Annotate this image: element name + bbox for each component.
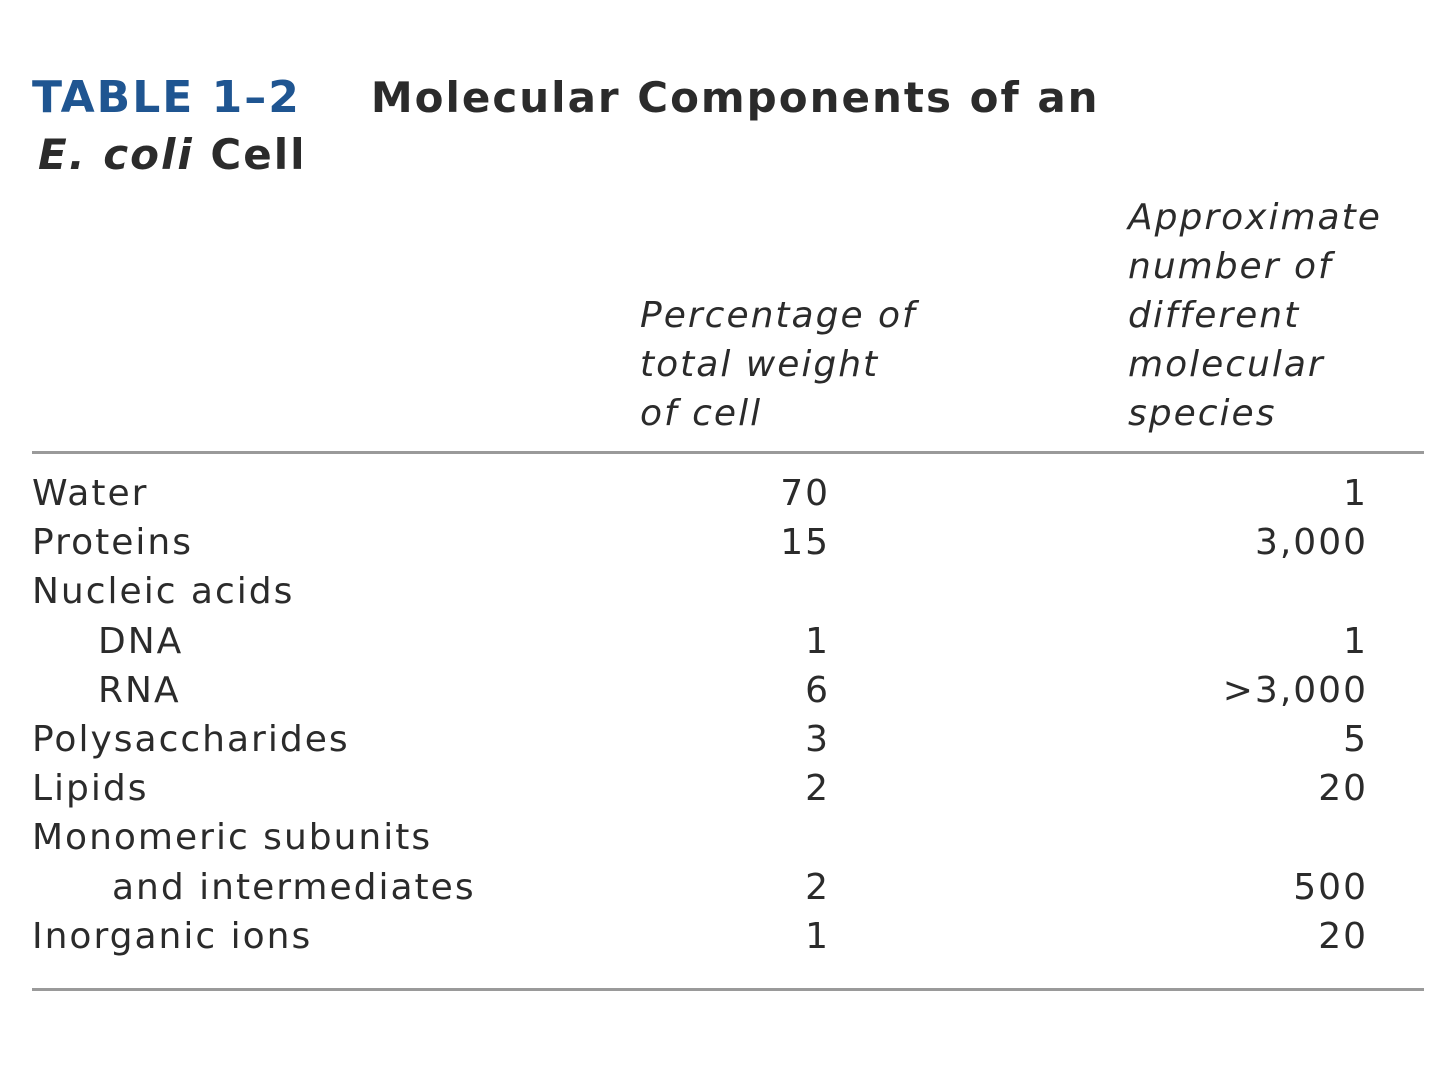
table-row xyxy=(0,864,1440,913)
row-species-count: 3,000 xyxy=(1254,522,1368,564)
row-label: and intermediates xyxy=(112,866,476,908)
row-percentage: 2 xyxy=(805,768,830,810)
row-label: Inorganic ions xyxy=(32,915,313,957)
row-label: Lipids xyxy=(32,768,149,810)
column-header-line: total weight xyxy=(640,344,880,385)
table-row xyxy=(0,814,1440,863)
row-label: Monomeric subunits xyxy=(32,817,433,859)
table-body xyxy=(0,470,1440,962)
column-header-line: Percentage of xyxy=(640,295,917,336)
row-label: Proteins xyxy=(32,522,193,564)
table-row xyxy=(0,618,1440,667)
row-percentage: 1 xyxy=(805,620,830,662)
table-number-label: TABLE 1–2 xyxy=(32,72,301,123)
row-percentage: 1 xyxy=(805,915,830,957)
row-percentage: 6 xyxy=(805,669,830,711)
table-row xyxy=(0,470,1440,519)
row-percentage: 2 xyxy=(805,866,830,908)
row-species-count: 1 xyxy=(1343,620,1368,662)
table-title-organism: E. coli xyxy=(38,130,194,179)
column-header-line: different xyxy=(1128,295,1301,336)
row-percentage: 3 xyxy=(805,718,830,760)
header-divider xyxy=(32,451,1424,454)
table-title-line2 xyxy=(38,130,307,179)
table-row xyxy=(0,913,1440,962)
row-species-count: 5 xyxy=(1343,718,1368,760)
table-row xyxy=(0,519,1440,568)
column-header-percentage xyxy=(640,291,917,438)
column-header-line: molecular xyxy=(1128,344,1325,385)
row-label: Polysaccharides xyxy=(32,718,350,760)
table-row xyxy=(0,716,1440,765)
row-percentage: 70 xyxy=(780,473,830,514)
table-title-end: Cell xyxy=(193,130,307,179)
row-label: RNA xyxy=(98,669,181,711)
column-header-line: of cell xyxy=(640,393,763,434)
table-title-text: Molecular Components of an xyxy=(370,73,1100,122)
row-percentage: 15 xyxy=(780,522,830,564)
row-species-count: 1 xyxy=(1343,473,1368,514)
row-species-count: 20 xyxy=(1318,768,1368,810)
table-row xyxy=(0,667,1440,716)
table-row xyxy=(0,765,1440,814)
row-species-count: >3,000 xyxy=(1222,669,1368,711)
column-header-line: Approximate xyxy=(1128,197,1382,238)
table-title xyxy=(32,72,1100,123)
row-species-count: 20 xyxy=(1318,915,1368,957)
column-header-line: species xyxy=(1128,393,1277,434)
table-bottom-rule xyxy=(32,988,1424,991)
table-row xyxy=(0,568,1440,617)
column-header-species-count xyxy=(1128,193,1382,438)
row-label: DNA xyxy=(98,620,184,662)
row-label: Nucleic acids xyxy=(32,571,295,613)
column-header-line: number of xyxy=(1128,246,1333,287)
row-species-count: 500 xyxy=(1293,866,1368,908)
row-label: Water xyxy=(32,473,149,514)
